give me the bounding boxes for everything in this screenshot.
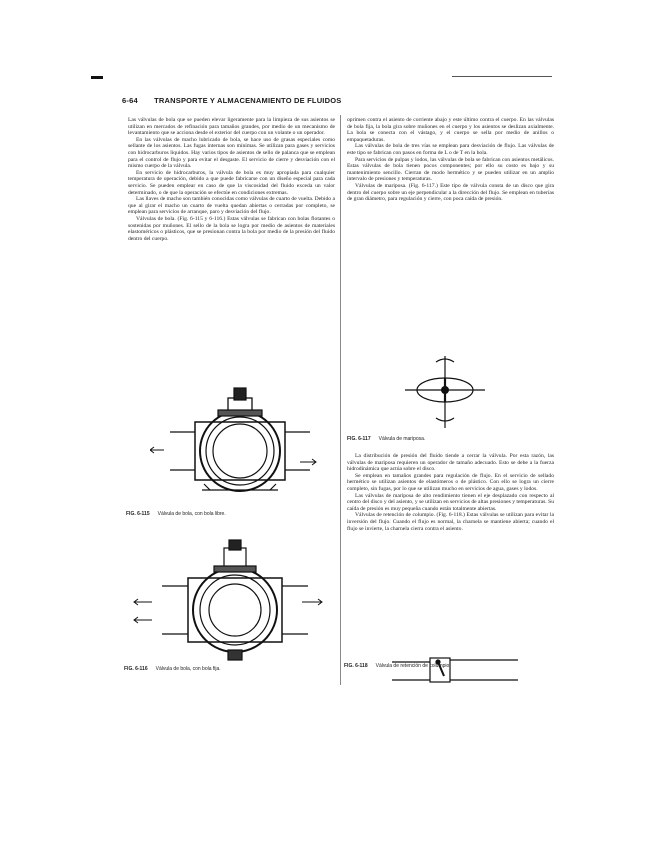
figure-caption xyxy=(124,666,221,672)
page-number: 6-64 xyxy=(122,96,138,105)
paragraph: Para servicios de pulpas y lodos, las válvulas de bola se fabrican con asientos metálicos. Estas válvulas de bola tienen pocos componentes; por ello su costo es bajo y su mantenimiento sencillo. Cierran de modo hermético y se pueden utilizar en un amplio intervalo de presiones y temperaturas. xyxy=(347,156,554,183)
paragraph: Las válvulas de bola de tres vías se emplean para desviación de flujo. Las válvulas de este tipo se fabrican con pasos en forma de L o de T en la bola. xyxy=(347,143,554,156)
figure-label: FIG. 6-117 xyxy=(347,436,371,442)
paragraph: En servicio de hidrocarburos, la válvula de bola es muy apropiada para cualquier temperatura de operación, debido a que puede fabricarse con un diseño especial para cada servicio. Se pueden emplear en caso de que la viscosidad del fluido exceda un valor determinado, o de que la operación se efectúe en condiciones extremas. xyxy=(128,169,335,196)
right-column-text-bottom xyxy=(347,453,554,653)
paragraph: Las válvulas de bola que se pueden elevar ligeramente para la limpieza de sus asientos se utilizan en mercados de refinación para tamaños grandes, por medio de un mecanismo de levantamiento que se acciona desde el exterior del cuerpo con un volante o un operador. xyxy=(128,117,335,137)
paragraph: Las válvulas de mariposa de alto rendimiento tienen el eje desplazado con respecto al centro del disco y del asiento, y se utilizan en servicios de altas presiones y temperaturas. Su caída de presión es muy pequeña cuando están totalmente abiertas. xyxy=(347,492,554,512)
figure-caption xyxy=(344,663,451,669)
figure-swing-check-valve xyxy=(390,650,520,690)
top-right-rule xyxy=(452,76,552,77)
figure-butterfly-valve xyxy=(400,352,490,432)
figure-label: FIG. 6-116 xyxy=(124,666,148,672)
paragraph: oprimen contra el asiento de corriente abajo y este último contra el cuerpo. En las válvulas de bola fija, la bola gira sobre muñones en el cuerpo y los asientos se deslizan axialmente. La bola se conecta con el vástago, y el cuerpo se sella por medio de anillos o empaquetaduras. xyxy=(347,117,554,143)
paragraph: Válvulas de mariposa. (Fig. 6-117.) Este tipo de válvula consta de un disco que gira dentro del cuerpo sobre un eje perpendicular a la dirección del flujo. Se emplean en tuberías de gran diámetro, para regulación y cierre, con poca caída de presión. xyxy=(347,182,554,203)
figure-caption-text: Válvula de bola, con bola fija. xyxy=(155,666,221,672)
figure-caption-text: Válvula de retención de columpio. xyxy=(375,663,451,669)
paragraph: La distribución de presión del fluido tiende a cerrar la válvula. Por esta razón, las válvulas de mariposa requieren un operador de tamaño adecuado. Esto se debe a la fuerza hidrodinámica que actúa sobre el disco. xyxy=(347,453,554,473)
figure-ball-valve-floating xyxy=(150,380,330,505)
right-column-text-top xyxy=(347,117,554,353)
figure-caption xyxy=(347,436,425,442)
paragraph: Se emplean en tamaños grandes para regulación de flujo. En el servicio de sellado hermético se utilizan asientos de elastómeros o de plástico. Con ello se logra un cierre completo, sin fugas, por lo que se utilizan mucho en servicios de agua, gases y lodos. xyxy=(347,472,554,492)
paragraph: Las llaves de macho son también conocidas como válvulas de cuarto de vuelta. Debido a que al girar el macho un cuarto de vuelta quedan abiertas o cerradas por completo, se emplean para servicios de arranque, paro y desviación del flujo. xyxy=(128,196,335,216)
paragraph: Válvulas de bola. (Fig. 6-115 y 6-116.) Estas válvulas se fabrican con bolas flotantes o sostenidas por muñones. El sello de la bola se logra por medio de asientos de materiales elastoméricos o plásticos, que se presionan contra la bola por medio de la presión del fluido dentro del cuerpo. xyxy=(128,215,335,242)
column-divider xyxy=(340,115,341,685)
paragraph: Válvulas de retención de columpio. (Fig. 6-118.) Estas válvulas se utilizan para evitar la inversión del flujo. Cuando el flujo es normal, la charnela se mantiene abierta; cuando el flujo se invierte, la charnela cierra contra el asiento. xyxy=(347,512,554,532)
chapter-title: TRANSPORTE Y ALMACENAMIENTO DE FLUIDOS xyxy=(154,96,342,105)
top-left-mark xyxy=(91,76,103,79)
figure-caption xyxy=(126,511,226,517)
figure-caption-text: Válvula de bola, con bola libre. xyxy=(157,511,226,517)
figure-ball-valve-fixed xyxy=(132,538,332,668)
figure-label: FIG. 6-115 xyxy=(126,511,150,517)
left-column-text xyxy=(128,117,335,375)
page-header xyxy=(122,96,341,105)
figure-caption-text: Válvula de mariposa. xyxy=(378,436,426,442)
figure-label: FIG. 6-118 xyxy=(344,663,368,669)
paragraph: En las válvulas de macho lubricado de bola, se hace uso de grasas especiales como sellante de los asientos. Las fugas internas son mínimas. Se utilizan para gases y servicios con hidrocarburos líquidos. Hay varios tipos de asientos de sello de palanca que se emplean para el control de flujo y para evitar el desgaste. El servicio de cierre y desviación con el mismo cuerpo de la válvula. xyxy=(128,136,335,170)
